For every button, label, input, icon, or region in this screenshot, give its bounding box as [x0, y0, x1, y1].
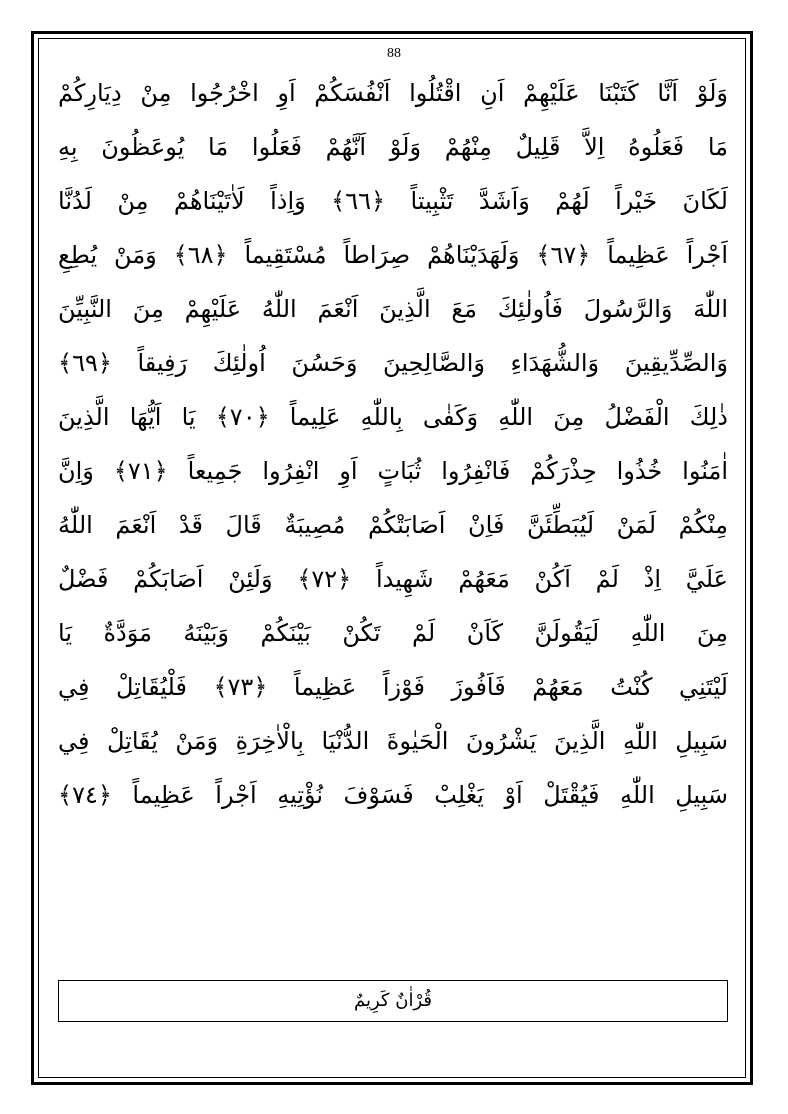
verse-line: مَا فَعَلُوهُ اِلاَّ قَلِيلٌ مِنْهُمْ وَلَوْ اَنَّهُمْ فَعَلُوا مَا يُوعَظُونَ بِهِ [58, 133, 728, 161]
page-number: 88 [387, 46, 401, 61]
verse-line: مِنْكُمْ لَمَنْ لَيُبَطِّئَنَّ فَاِنْ اَصَابَتْكُمْ مُصِيبَةٌ قَالَ قَدْ اَنْعَمَ اللّٰهُ [58, 511, 728, 539]
verse-line: لَكَانَ خَيْراً لَهُمْ وَاَشَدَّ تَثْبِيتاً ﴿٦٦﴾ وَاِذاً لَاٰتَيْنَاهُمْ مِنْ لَدُنَّا [58, 187, 728, 215]
verse-line: لَيْتَنِي كُنْتُ مَعَهُمْ فَاَفُوزَ فَوْزاً عَظِيماً ﴿٧٣﴾ فَلْيُقَاتِلْ فِي [58, 673, 728, 701]
verse-line: اَجْراً عَظِيماً ﴿٦٧﴾ وَلَهَدَيْنَاهُمْ صِرَاطاً مُسْتَقِيماً ﴿٦٨﴾ وَمَنْ يُطِعِ [58, 241, 728, 269]
verses-block [58, 66, 728, 822]
footer-title-box [58, 980, 728, 1022]
footer-title: قُرْاٰنٌ كَرِيمٌ [354, 990, 432, 1011]
verse-line: عَلَيَّ اِذْ لَمْ اَكُنْ مَعَهُمْ شَهِيداً ﴿٧٢﴾ وَلَئِنْ اَصَابَكُمْ فَضْلٌ [58, 565, 728, 593]
verse-line: مِنَ اللّٰهِ لَيَقُولَنَّ كَاَنْ لَمْ تَكُنْ بَيْنَكُمْ وَبَيْنَهُ مَوَدَّةٌ يَا [58, 619, 728, 647]
verse-line: سَبِيلِ اللّٰهِ فَيُقْتَلْ اَوْ يَغْلِبْ فَسَوْفَ نُؤْتِيهِ اَجْراً عَظِيماً ﴿٧٤﴾ [58, 781, 728, 809]
verse-line: اٰمَنُوا خُذُوا حِذْرَكُمْ فَانْفِرُوا ثُبَاتٍ اَوِ انْفِرُوا جَمِيعاً ﴿٧١﴾ وَاِنَّ [58, 457, 728, 485]
verse-line: ذٰلِكَ الْفَضْلُ مِنَ اللّٰهِ وَكَفٰى بِاللّٰهِ عَلِيماً ﴿٧٠﴾ يَا اَيُّهَا الَّذِينَ [58, 403, 728, 431]
verse-line: وَالصِّدِّيقِينَ وَالشُّهَدَاءِ وَالصَّالِحِينَ وَحَسُنَ اُولٰئِكَ رَفِيقاً ﴿٦٩﴾ [58, 349, 728, 377]
verse-line: وَلَوْ اَنَّا كَتَبْنَا عَلَيْهِمْ اَنِ اقْتُلُوا اَنْفُسَكُمْ اَوِ اخْرُجُوا مِنْ دِيَارِكُمْ [58, 79, 728, 107]
verse-line: سَبِيلِ اللّٰهِ الَّذِينَ يَشْرُونَ الْحَيٰوةَ الدُّنْيَا بِالْاٰخِرَةِ وَمَنْ يُقَاتِلْ فِي [58, 727, 728, 755]
verse-line: اللّٰهَ وَالرَّسُولَ فَاُولٰئِكَ مَعَ الَّذِينَ اَنْعَمَ اللّٰهُ عَلَيْهِمْ مِنَ النَّبِيِّنَ [58, 295, 728, 323]
